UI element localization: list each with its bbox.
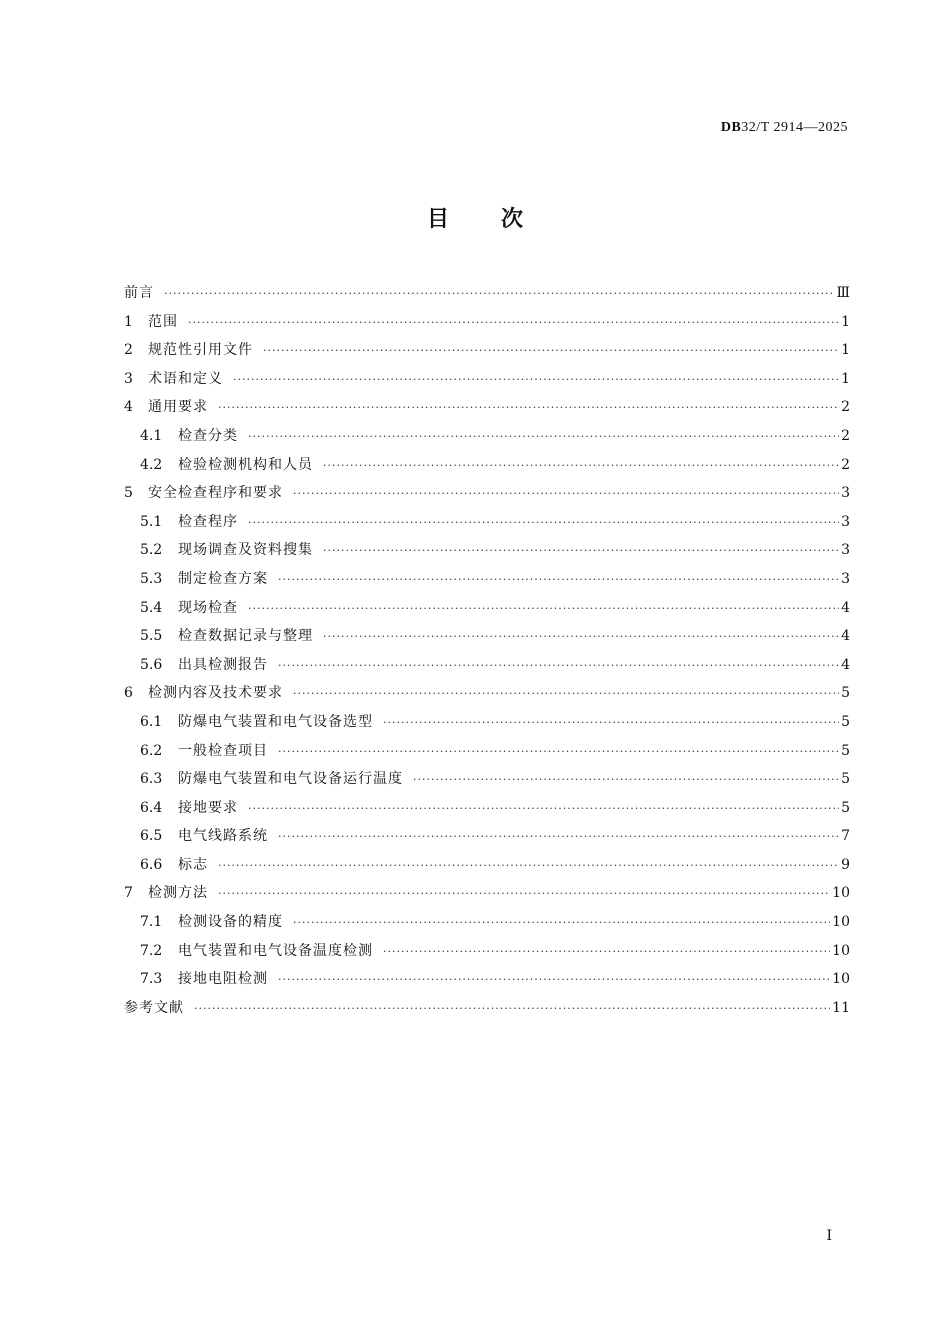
toc-entry[interactable]: [124, 822, 850, 851]
page-title: 目次: [426, 207, 575, 232]
toc-entry-page: 9: [841, 856, 850, 873]
toc-entry-label: 检查数据记录与整理: [178, 628, 313, 645]
toc-entry-page: 3: [841, 570, 850, 587]
toc-entry-page: 3: [841, 513, 850, 530]
toc-dot-leader: [323, 623, 839, 652]
toc-entry-page: 10: [832, 942, 850, 959]
toc-entry-page: 5: [841, 771, 850, 788]
toc-entry-label: 检测方法: [148, 885, 208, 902]
toc-entry-page: 1: [841, 313, 850, 330]
toc-entry-number: 7.1: [140, 914, 163, 931]
toc-entry[interactable]: [124, 308, 850, 337]
toc-entry[interactable]: [124, 565, 850, 594]
toc-entry-label: 检测内容及技术要求: [148, 685, 283, 702]
toc-entry[interactable]: [124, 536, 850, 565]
toc-entry-label: 接地电阻检测: [178, 971, 268, 988]
toc-entry[interactable]: [124, 622, 850, 651]
document-code: [721, 120, 848, 136]
toc-entry-label: 检验检测机构和人员: [178, 456, 313, 473]
toc-entry[interactable]: [124, 879, 850, 908]
toc-entry-page: 5: [841, 742, 850, 759]
toc-entry[interactable]: [124, 708, 850, 737]
toc-entry-label: 一般检查项目: [178, 742, 268, 759]
toc-entry-page: 3: [841, 485, 850, 502]
toc-dot-leader: [278, 966, 830, 995]
toc-entry-page: 5: [841, 713, 850, 730]
toc-entry-label: 参考文献: [124, 999, 184, 1016]
toc-entry-page: 4: [841, 656, 850, 673]
toc-entry-page: 10: [832, 971, 850, 988]
toc-entry-page: 7: [841, 828, 850, 845]
toc-entry[interactable]: [124, 794, 850, 823]
toc-entry-number: 5.2: [140, 542, 163, 559]
toc-entry-page: Ⅲ: [836, 285, 850, 301]
toc-dot-leader: [263, 337, 839, 366]
toc-entry-label: 术语和定义: [148, 370, 223, 387]
toc-entry-page: 5: [841, 685, 850, 702]
toc-entry-number: 7.3: [140, 971, 163, 988]
toc-entry-page: 11: [832, 999, 850, 1016]
toc-entry-number: 6.1: [140, 713, 163, 730]
toc-entry-page: 10: [832, 914, 850, 931]
toc-dot-leader: [248, 795, 839, 824]
toc-dot-leader: [194, 995, 830, 1024]
toc-entry-label: 出具检测报告: [178, 656, 268, 673]
toc-entry-page: 1: [841, 370, 850, 387]
toc-entry[interactable]: [124, 908, 850, 937]
toc-entry-number: 5.5: [140, 628, 163, 645]
toc-entry[interactable]: [124, 479, 850, 508]
toc-entry-label: 电气装置和电气设备温度检测: [178, 942, 373, 959]
toc-entry-number: 5: [124, 485, 133, 502]
toc-dot-leader: [413, 766, 839, 795]
toc-entry-page: 2: [841, 399, 850, 416]
toc-dot-leader: [248, 509, 839, 538]
toc-entry[interactable]: [124, 965, 850, 994]
toc-dot-leader: [383, 938, 830, 967]
toc-entry[interactable]: [124, 393, 850, 422]
toc-entry[interactable]: [124, 651, 850, 680]
toc-entry-number: 7.2: [140, 942, 163, 959]
toc-entry-label: 电气线路系统: [178, 828, 268, 845]
toc-entry[interactable]: [124, 994, 850, 1023]
toc-entry-page: 10: [832, 885, 850, 902]
toc-dot-leader: [323, 537, 839, 566]
toc-entry-label: 规范性引用文件: [148, 342, 253, 359]
toc-dot-leader: [164, 280, 834, 309]
toc-entry-label: 接地要求: [178, 799, 238, 816]
toc-entry[interactable]: [124, 365, 850, 394]
toc-entry-number: 1: [124, 313, 133, 330]
toc-entry-page: 3: [841, 542, 850, 559]
toc-entry-label: 防爆电气装置和电气设备选型: [178, 713, 373, 730]
toc-entry-label: 范围: [148, 313, 178, 330]
toc-entry-number: 5.4: [140, 599, 163, 616]
toc-dot-leader: [248, 595, 839, 624]
toc-dot-leader: [233, 366, 839, 395]
toc-entry[interactable]: [124, 451, 850, 480]
toc-dot-leader: [278, 652, 839, 681]
toc-entry-page: 1: [841, 342, 850, 359]
toc-entry-number: 7: [124, 885, 133, 902]
toc-entry-label: 现场调查及资料搜集: [178, 542, 313, 559]
toc-entry-number: 6.4: [140, 799, 163, 816]
toc-entry-label: 检查程序: [178, 513, 238, 530]
toc-entry-number: 5.3: [140, 570, 163, 587]
toc-entry[interactable]: [124, 594, 850, 623]
toc-entry[interactable]: [124, 336, 850, 365]
toc-dot-leader: [323, 452, 839, 481]
toc-entry-number: 4: [124, 399, 133, 416]
toc-entry-number: 2: [124, 342, 133, 359]
toc-entry-number: 6.5: [140, 828, 163, 845]
toc-entry-label: 前言: [124, 285, 154, 301]
toc-dot-leader: [218, 880, 830, 909]
toc-entry-label: 防爆电气装置和电气设备运行温度: [178, 771, 403, 788]
toc-dot-leader: [248, 423, 839, 452]
toc-entry-number: 3: [124, 370, 133, 387]
toc-entry-number: 5.1: [140, 513, 163, 530]
toc-entry[interactable]: [124, 422, 850, 451]
page-number: I: [826, 1228, 832, 1244]
toc-entry-number: 6.3: [140, 771, 163, 788]
toc-dot-leader: [293, 909, 830, 938]
toc-entry-number: 6.2: [140, 742, 163, 759]
toc-entry-page: 4: [841, 599, 850, 616]
toc-dot-leader: [278, 566, 839, 595]
document-code-rest: 32/T 2914—2025: [741, 120, 848, 135]
toc-entry-label: 安全检查程序和要求: [148, 485, 283, 502]
document-code-prefix: DB: [720, 120, 742, 135]
toc-entry-number: 4.1: [140, 427, 163, 444]
table-of-contents: [124, 279, 850, 1022]
toc-entry-page: 2: [841, 427, 850, 444]
toc-entry-number: 5.6: [140, 656, 163, 673]
toc-entry[interactable]: [124, 279, 850, 308]
toc-entry-label: 标志: [178, 856, 208, 873]
toc-dot-leader: [218, 394, 839, 423]
toc-entry[interactable]: [124, 508, 850, 537]
toc-entry-label: 制定检查方案: [178, 570, 268, 587]
toc-entry-number: 6: [124, 685, 133, 702]
toc-entry[interactable]: [124, 851, 850, 880]
toc-dot-leader: [188, 309, 839, 338]
toc-entry-page: 4: [841, 628, 850, 645]
toc-dot-leader: [278, 823, 839, 852]
toc-entry-label: 检测设备的精度: [178, 914, 283, 931]
toc-entry-label: 检查分类: [178, 427, 238, 444]
toc-entry-number: 6.6: [140, 856, 163, 873]
toc-dot-leader: [293, 480, 839, 509]
toc-entry-label: 现场检查: [178, 599, 238, 616]
toc-entry-page: 2: [841, 456, 850, 473]
toc-entry-label: 通用要求: [148, 399, 208, 416]
toc-entry[interactable]: [124, 737, 850, 766]
toc-dot-leader: [383, 709, 839, 738]
toc-dot-leader: [278, 738, 839, 767]
toc-entry-number: 4.2: [140, 456, 163, 473]
toc-dot-leader: [293, 680, 839, 709]
toc-entry-page: 5: [841, 799, 850, 816]
toc-entry[interactable]: [124, 765, 850, 794]
toc-entry[interactable]: [124, 679, 850, 708]
toc-entry[interactable]: [124, 937, 850, 966]
toc-dot-leader: [218, 852, 839, 881]
